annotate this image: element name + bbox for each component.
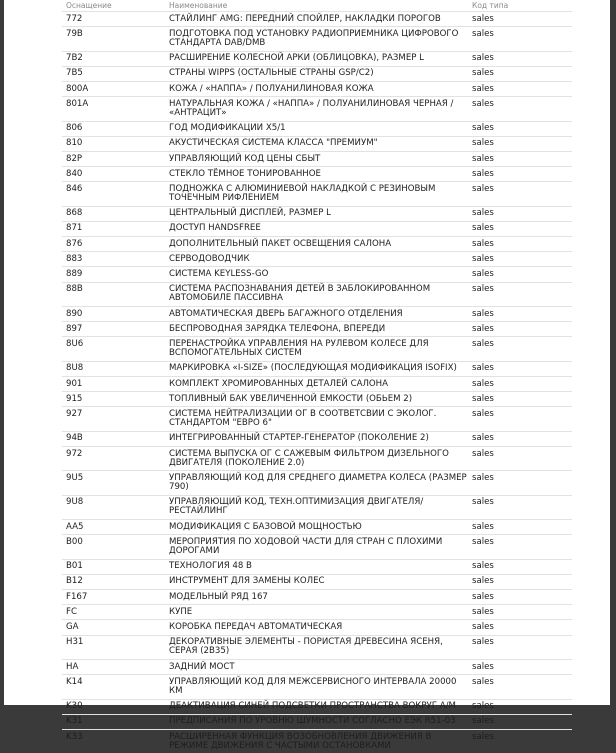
table-row (62, 66, 572, 81)
table-row (62, 729, 572, 753)
table-row (62, 699, 572, 714)
table-row (62, 206, 572, 221)
row-code: 79B (66, 28, 83, 39)
row-type: sales (472, 661, 494, 672)
row-code: 7B5 (66, 68, 83, 79)
row-name: УПРАВЛЯЮЩИЙ КОД, ТЕХН.ОПТИМИЗАЦИЯ ДВИГАТЕЛЯ/РЕСТАЙЛИНГ (169, 497, 424, 517)
row-type: sales (472, 208, 494, 219)
table-row (62, 81, 572, 96)
row-code: 868 (66, 208, 83, 219)
row-name: УПРАВЛЯЮЩИЙ КОД ЦЕНЫ СБЫТ (169, 153, 321, 164)
table-row (62, 604, 572, 619)
row-code: HA (66, 661, 79, 672)
table-row (62, 446, 572, 470)
table-row (62, 166, 572, 181)
row-name: ЗАДНИЙ МОСТ (169, 661, 235, 672)
row-code: F167 (66, 591, 88, 602)
row-code: 9U8 (66, 497, 84, 508)
row-name: СИСТЕМА РАСПОЗНАВАНИЯ ДЕТЕЙ В ЗАБЛОКИРОВАННОМ АВТОМОБИЛЕ ПАССИВНА (169, 284, 431, 304)
row-type: sales (472, 53, 494, 64)
row-name: МОДЕЛЬНЫЙ РЯД 167 (169, 591, 268, 602)
row-type: sales (472, 323, 494, 334)
row-code: 901 (66, 378, 83, 389)
table-row (62, 11, 572, 26)
row-type: sales (472, 716, 494, 727)
row-code: 871 (66, 223, 83, 234)
row-code: 800A (66, 83, 89, 94)
table-row (62, 336, 572, 360)
row-code: 927 (66, 408, 83, 419)
row-name: ДЕАКТИВАЦИЯ СИНЕЙ ПОДСВЕТКИ ПРОСТРАНСТВА ВОКРУГ А/М (169, 701, 456, 712)
row-code: 772 (66, 13, 83, 24)
table-row (62, 51, 572, 66)
table-row (62, 266, 572, 281)
row-type: sales (472, 13, 494, 24)
row-type: sales (472, 338, 494, 349)
row-name: ГОД МОДИФИКАЦИИ X5/1 (169, 123, 286, 134)
table-row (62, 221, 572, 236)
table-row (62, 589, 572, 604)
row-code: 9U5 (66, 472, 84, 483)
row-name: ЦЕНТРАЛЬНЫЙ ДИСПЛЕЙ, РАЗМЕР L (169, 208, 331, 219)
row-code: 801A (66, 98, 89, 109)
row-name: ИНСТРУМЕНТ ДЛЯ ЗАМЕНЫ КОЛЕС (169, 576, 325, 587)
table-row (62, 136, 572, 151)
table-row (62, 635, 572, 659)
row-code: 7B2 (66, 53, 83, 64)
row-type: sales (472, 576, 494, 587)
row-type: sales (472, 83, 494, 94)
row-type: sales (472, 731, 494, 742)
row-type: sales (472, 98, 494, 109)
table-row (62, 574, 572, 589)
table-row (62, 519, 572, 534)
row-name: БЕСПРОВОДНАЯ ЗАРЯДКА ТЕЛЕФОНА, ВПЕРЕДИ (169, 323, 386, 334)
row-type: sales (472, 448, 494, 459)
row-type: sales (472, 363, 494, 374)
table-row (62, 282, 572, 306)
row-type: sales (472, 676, 494, 687)
row-code: K14 (66, 676, 83, 687)
row-name: СТРАНЫ WIPPS (ОСТАЛЬНЫЕ СТРАНЫ GSP/C2) (169, 68, 374, 79)
row-code: 840 (66, 168, 83, 179)
row-type: sales (472, 497, 494, 508)
row-name: ДОПОЛНИТЕЛЬНЫЙ ПАКЕТ ОСВЕЩЕНИЯ САЛОНА (169, 238, 392, 249)
row-type: sales (472, 138, 494, 149)
table-row (62, 406, 572, 430)
row-type: sales (472, 701, 494, 712)
row-code: 897 (66, 323, 83, 334)
table-row (62, 470, 572, 494)
row-code: 82P (66, 153, 83, 164)
row-name: АВТОМАТИЧЕСКАЯ ДВЕРЬ БАГАЖНОГО ОТДЕЛЕНИЯ (169, 308, 403, 319)
row-type: sales (472, 591, 494, 602)
row-name: ПОДНОЖКА С АЛЮМИНИЕВОЙ НАКЛАДКОЙ С РЕЗИНОВЫМ ТОЧЕЧНЫМ РИФЛЕНИЕМ (169, 183, 436, 204)
row-name: СЕРВОДОВОДЧИК (169, 253, 250, 264)
row-type: sales (472, 253, 494, 264)
row-name: ДЕКОРАТИВНЫЕ ЭЛЕМЕНТЫ - ПОРИСТАЯ ДРЕВЕСИНА ЯСЕНЯ, СЕРАЯ (2B35) (169, 637, 443, 657)
row-type: sales (472, 183, 494, 194)
row-code: 806 (66, 123, 83, 134)
row-type: sales (472, 269, 494, 280)
row-type: sales (472, 223, 494, 234)
table-row (62, 674, 572, 698)
row-type: sales (472, 606, 494, 617)
row-name: КОМПЛЕКТ ХРОМИРОВАННЫХ ДЕТАЛЕЙ САЛОНА (169, 378, 389, 389)
table-row (62, 361, 572, 376)
table-row (62, 431, 572, 446)
header-code: Оснащение (66, 1, 112, 10)
row-name: УПРАВЛЯЮЩИЙ КОД ДЛЯ МЕЖСЕРВИСНОГО ИНТЕРВАЛА 20000 КМ (169, 676, 457, 696)
row-name: СТАЙЛИНГ AMG: ПЕРЕДНИЙ СПОЙЛЕР, НАКЛАДКИ ПОРОГОВ (169, 13, 441, 24)
row-name: ДОСТУП HANDSFREE (169, 223, 261, 234)
row-code: 94B (66, 433, 83, 444)
row-code: 883 (66, 253, 83, 264)
row-type: sales (472, 238, 494, 249)
row-code: B00 (66, 536, 83, 547)
row-code: 846 (66, 183, 83, 194)
row-code: 890 (66, 308, 83, 319)
table-row (62, 181, 572, 205)
table-row (62, 714, 572, 729)
row-name: НАТУРАЛЬНАЯ КОЖА / «НАППА» / ПОЛУАНИЛИНОВАЯ ЧЕРНАЯ / «АНТРАЦИТ» (169, 98, 454, 118)
table-row (62, 376, 572, 391)
table-row (62, 251, 572, 266)
row-name: МОДИФИКАЦИЯ С БАЗОВОЙ МОЩНОСТЬЮ (169, 521, 362, 532)
row-code: 88B (66, 284, 83, 295)
row-type: sales (472, 153, 494, 164)
row-name: ПЕРЕНАСТРОЙКА УПРАВЛЕНИЯ НА РУЛЕВОМ КОЛЕСЕ ДЛЯ ВСПОМОГАТЕЛЬНЫХ СИСТЕМ (169, 338, 429, 359)
row-type: sales (472, 521, 494, 532)
table-row (62, 321, 572, 336)
row-name: КОРОБКА ПЕРЕДАЧ АВТОМАТИЧЕСКАЯ (169, 622, 343, 632)
row-code: 889 (66, 269, 83, 280)
table-row (62, 306, 572, 321)
row-code: AA5 (66, 521, 84, 532)
row-name: АКУСТИЧЕСКАЯ СИСТЕМА КЛАССА "ПРЕМИУМ" (169, 138, 378, 149)
row-code: FC (66, 606, 77, 617)
table-row (62, 619, 572, 634)
row-name: ТОПЛИВНЫЙ БАК УВЕЛИЧЕННОЙ ЕМКОСТИ (ОБЬЕМ 2) (169, 393, 413, 404)
table-row (62, 659, 572, 674)
row-type: sales (472, 284, 494, 295)
table-row (62, 391, 572, 406)
row-name: КОЖА / «НАППА» / ПОЛУАНИЛИНОВАЯ КОЖА (169, 83, 374, 94)
row-code: K33 (66, 731, 83, 742)
row-code: 8U8 (66, 363, 84, 374)
row-name: ТЕХНОЛОГИЯ 48 В (169, 561, 252, 572)
table-row (62, 559, 572, 574)
row-code: B01 (66, 561, 83, 572)
table-row (62, 96, 572, 120)
header-name: Наименование (169, 1, 228, 10)
row-code: 876 (66, 238, 83, 249)
table-row (62, 151, 572, 166)
row-code: 915 (66, 393, 83, 404)
row-name: СИСТЕМА ВЫПУСКА ОГ С САЖЕВЫМ ФИЛЬТРОМ ДИЗЕЛЬНОГО ДВИГАТЕЛЯ (ПОКОЛЕНИЕ 2.0) (169, 448, 449, 468)
document-page (4, 0, 610, 751)
row-type: sales (472, 536, 494, 547)
row-type: sales (472, 433, 494, 444)
row-type: sales (472, 123, 494, 134)
row-type: sales (472, 472, 494, 483)
row-code: H31 (66, 637, 84, 648)
row-name: ПОДГОТОВКА ПОД УСТАНОВКУ РАДИОПРИЕМНИКА ЦИФРОВОГО СТАНДАРТА DAB/DMB (169, 28, 459, 48)
row-code: GA (66, 622, 79, 632)
row-type: sales (472, 28, 494, 39)
row-name: МЕРОПРИЯТИЯ ПО ХОДОВОЙ ЧАСТИ ДЛЯ СТРАН С ПЛОХИМИ ДОРОГАМИ (169, 536, 443, 557)
row-name: СИСТЕМА KEYLESS-GO (169, 269, 269, 280)
row-type: sales (472, 308, 494, 319)
row-name: РАСШИРЕННАЯ ФУНКЦИЯ ВОЗОБНОВЛЕНИЯ ДВИЖЕНИЯ В РЕЖИМЕ ДВИЖЕНИЯ С ЧАСТЫМИ ОСТАНОВКАМИ (169, 731, 432, 751)
row-code: 810 (66, 138, 83, 149)
equipment-table (62, 11, 572, 753)
row-type: sales (472, 637, 494, 648)
row-type: sales (472, 622, 494, 632)
header-type: Код типа (472, 1, 509, 10)
table-row (62, 495, 572, 519)
row-name: СИСТЕМА НЕЙТРАЛИЗАЦИИ ОГ В СООТВЕТСВИИ С ЭКОЛОГ. СТАНДАРТОМ "ЕВРО 6" (169, 408, 437, 429)
row-type: sales (472, 408, 494, 419)
table-row (62, 534, 572, 558)
row-name: УПРАВЛЯЮЩИЙ КОД ДЛЯ СРЕДНЕГО ДИАМЕТРА КОЛЕСА (РАЗМЕР 790) (169, 472, 467, 493)
row-name: РАСШИРЕНИЕ КОЛЕСНОЙ АРКИ (ОБЛИЦОВКА), РАЗМЕР L (169, 53, 424, 64)
row-code: B12 (66, 576, 83, 587)
row-type: sales (472, 68, 494, 79)
table-row (62, 26, 572, 50)
row-type: sales (472, 561, 494, 572)
row-name: СТЕКЛО ТЁМНОЕ ТОНИРОВАННОЕ (169, 168, 321, 179)
row-type: sales (472, 378, 494, 389)
row-code: 8U6 (66, 338, 84, 349)
row-type: sales (472, 393, 494, 404)
table-row (62, 121, 572, 136)
row-name: ИНТЕГРИРОВАННЫЙ СТАРТЕР-ГЕНЕРАТОР (ПОКОЛЕНИЕ 2) (169, 433, 429, 444)
row-code: K30 (66, 701, 83, 712)
row-type: sales (472, 168, 494, 179)
row-name: МАРКИРОВКА «I-SIZE» (ПОСЛЕДУЮЩАЯ МОДИФИКАЦИЯ ISOFIX) (169, 363, 457, 374)
table-header (4, 0, 610, 11)
row-code: 972 (66, 448, 83, 459)
row-code: K31 (66, 716, 83, 727)
table-row (62, 236, 572, 251)
row-name: ПРЕДПИСАНИЯ ПО УРОВНЮ ШУМНОСТИ СОГЛАСНО ЕЭК R51-03 (169, 716, 456, 727)
row-name: КУПЕ (169, 606, 193, 617)
